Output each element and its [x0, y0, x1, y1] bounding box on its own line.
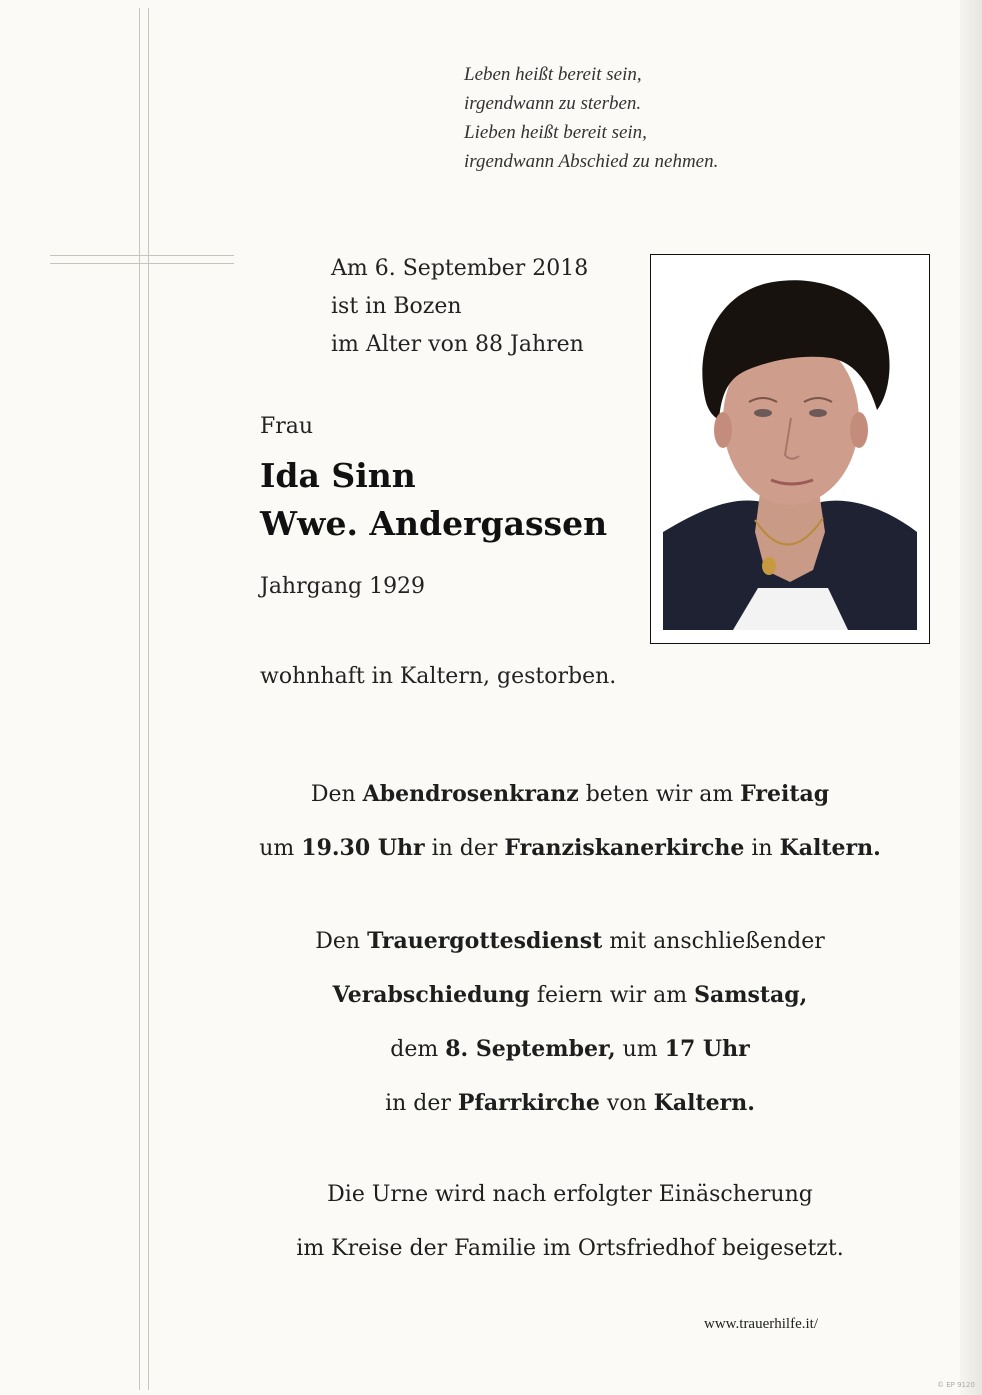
verse-line: Leben heißt bereit sein, [464, 64, 642, 85]
urn-line: im Kreise der Familie im Ortsfriedhof beigesetzt. [296, 1236, 844, 1261]
intro-line: ist in Bozen [331, 294, 462, 319]
urn-line: Die Urne wird nach erfolgter Einäscherung [327, 1182, 813, 1207]
text-span: in der [385, 1091, 458, 1116]
text-span: um [615, 1037, 665, 1062]
cross-ornament-center [140, 256, 148, 263]
text-span: Den [310, 782, 363, 807]
deceased-name [260, 452, 607, 548]
farewell-title: Verabschiedung [332, 982, 530, 1008]
funeral-line [200, 1022, 940, 1076]
cross-ornament-vertical [139, 8, 149, 1390]
text-span: beten wir am [578, 782, 741, 807]
text-span: in der [424, 836, 505, 861]
text-span: Den [315, 929, 368, 954]
rosary-church: Franziskanerkirche [504, 835, 745, 861]
rosary-line [200, 821, 940, 875]
funeral-line [200, 914, 940, 968]
rosary-time: 19.30 Uhr [301, 835, 425, 861]
rosary-title: Abendrosenkranz [362, 781, 579, 807]
text-span: um [259, 836, 302, 861]
text-span: dem [390, 1037, 446, 1062]
funeral-line [200, 1076, 940, 1130]
text-span: feiern wir am [529, 983, 695, 1008]
verse-line: irgendwann zu sterben. [464, 93, 642, 114]
funeral-service: Trauergottesdienst [367, 928, 603, 954]
portrait-photo [663, 270, 917, 630]
birth-year: Jahrgang 1929 [260, 574, 426, 599]
rosary-line [200, 767, 940, 821]
website-url[interactable]: www.trauerhilfe.it/ [704, 1316, 818, 1332]
intro-line: im Alter von 88 Jahren [331, 332, 584, 357]
text-span: von [599, 1091, 654, 1116]
funeral-town: Kaltern. [653, 1090, 755, 1116]
intro-line: Am 6. September 2018 [331, 256, 589, 281]
rosary-town: Kaltern. [779, 835, 881, 861]
verse-line: irgendwann Abschied zu nehmen. [464, 151, 719, 172]
funeral-church: Pfarrkirche [457, 1090, 600, 1116]
name-line: Wwe. Andergassen [260, 504, 608, 543]
text-span: in [744, 836, 780, 861]
rosary-announcement [200, 767, 940, 875]
salutation: Frau [260, 414, 314, 439]
funeral-day: Samstag, [694, 982, 808, 1008]
funeral-time: 17 Uhr [664, 1036, 750, 1062]
verse-line: Lieben heißt bereit sein, [464, 122, 647, 143]
portrait-frame [650, 254, 930, 644]
funeral-announcement [200, 914, 940, 1130]
name-line: Ida Sinn [260, 456, 416, 495]
death-announcement [331, 250, 641, 364]
funeral-line [200, 968, 940, 1022]
urn-notice [200, 1168, 940, 1276]
residence: wohnhaft in Kaltern, gestorben. [260, 664, 617, 689]
rosary-day: Freitag [740, 781, 830, 807]
text-span: mit anschließender [602, 929, 825, 954]
funeral-date: 8. September, [445, 1036, 616, 1062]
paper-edge [960, 0, 982, 1395]
print-code: © EP 9120 [937, 1381, 975, 1389]
memorial-verse [464, 60, 844, 176]
